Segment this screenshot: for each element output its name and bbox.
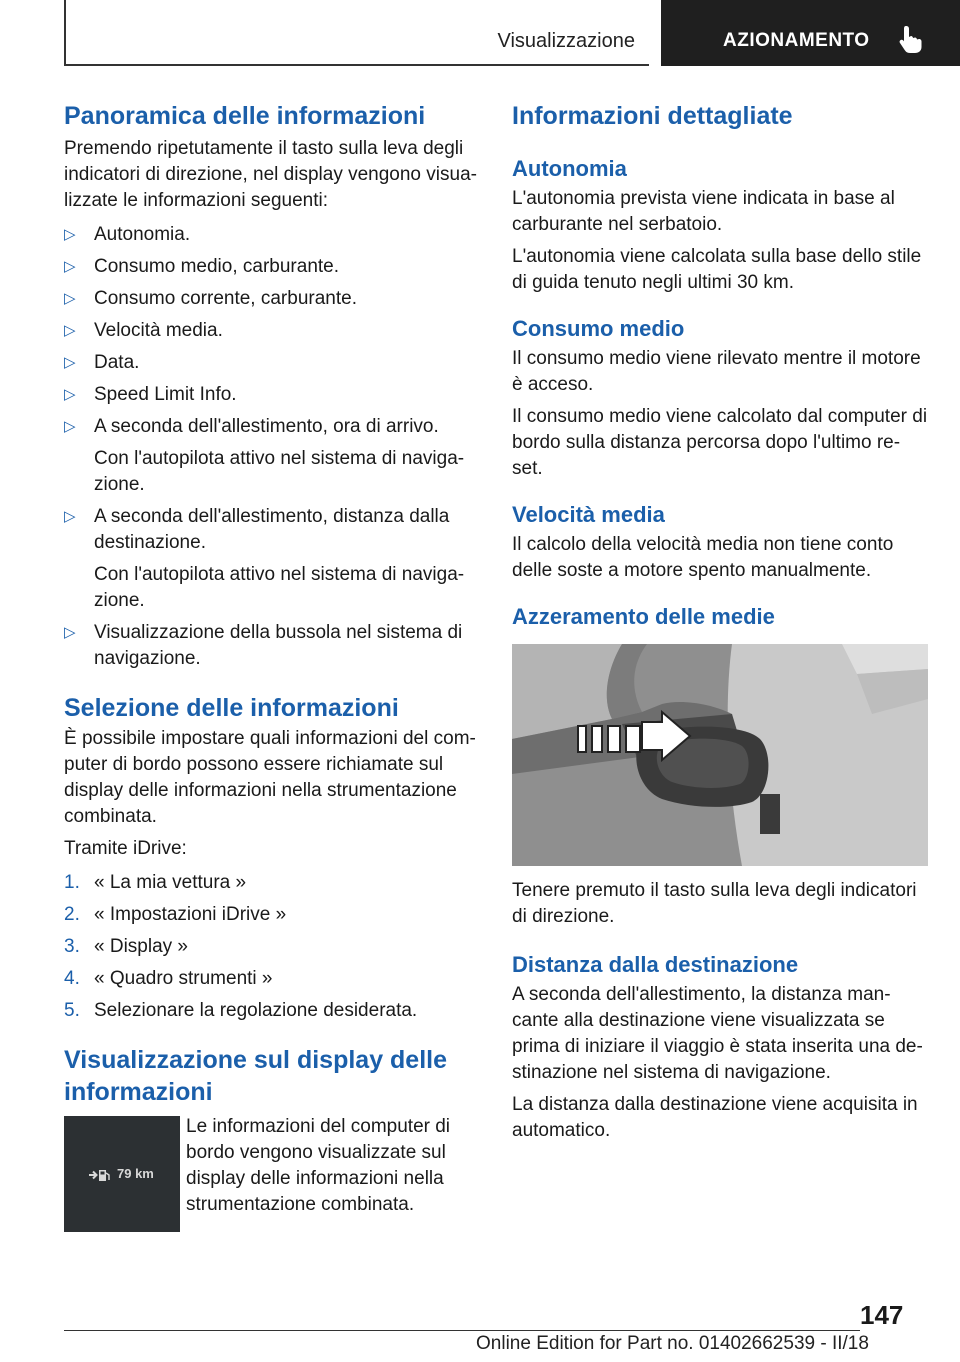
header-chapter-tab <box>661 0 960 66</box>
pointing-hand-icon <box>897 24 925 54</box>
list-item: ▷ Speed Limit Info. <box>64 382 478 408</box>
info-display-image <box>64 1116 180 1232</box>
list-item-note: Con l'autopilota attivo nel sistema di naviga-zione. <box>94 448 465 495</box>
selection-steps <box>64 870 478 1024</box>
list-item: ▷ Consumo corrente, carburante. <box>64 286 478 312</box>
header-section-title: Visualizzazione <box>497 30 635 52</box>
stalk-illustration <box>512 644 928 866</box>
list-item: ▷ Autonomia. <box>64 222 478 248</box>
list-item: ▷ Data. <box>64 350 478 376</box>
list-item: ▷ A seconda dell'allestimento, distanza dalla destinazione. Con l'autopilota attivo nel sistema di naviga-zione. <box>64 504 478 614</box>
header-left-rule <box>64 0 66 66</box>
footer-rule <box>64 1330 860 1331</box>
distanza-heading: Distanza dalla destinazione <box>512 952 799 977</box>
step-item: 5. Selezionare la regolazione desiderata. <box>64 1000 418 1021</box>
list-item: ▷ Visualizzazione della bussola nel sistema di navigazione. <box>64 622 463 669</box>
step-item: 4. « Quadro strumenti » <box>64 968 273 989</box>
chapter-tab-label: AZIONAMENTO <box>723 30 870 51</box>
azzeramento-heading: Azzeramento delle medie <box>512 604 775 629</box>
list-item: ▷ A seconda dell'allestimento, ora di arrivo. Con l'autopilota attivo nel sistema di naviga-zione. <box>64 414 478 498</box>
overview-heading: Panoramica delle informazioni <box>64 102 426 130</box>
consumo-heading: Consumo medio <box>512 316 685 341</box>
list-item-note: Con l'autopilota attivo nel sistema di naviga-zione. <box>94 564 465 611</box>
range-fuel-icon <box>88 1168 110 1182</box>
velocita-heading: Velocità media <box>512 502 665 527</box>
triangle-bullet-icon: ▷ <box>64 322 76 339</box>
step-item: 3. « Display » <box>64 936 188 957</box>
right-column <box>512 100 930 1144</box>
footer-edition: Online Edition for Part no. 01402662539 - II/18 <box>476 1333 869 1354</box>
distanza-p2: La distanza dalla destinazione viene acquisita in automatico. <box>512 1094 918 1141</box>
distanza-p1: A seconda dell'allestimento, la distanza man-cante alla destinazione viene visualizzata se prima di iniziare il viaggio è stata inserita una de-stinazione nel sistema di navigazione. <box>512 984 923 1083</box>
list-item: ▷ Velocità media. <box>64 318 478 344</box>
stalk-button-photo <box>512 644 928 866</box>
velocita-p1: Il calcolo della velocità media non tiene conto delle soste a motore spento manualmente. <box>512 534 894 581</box>
step-item: 2. « Impostazioni iDrive » <box>64 904 287 925</box>
header-bottom-rule <box>64 64 649 66</box>
selection-intro: È possibile impostare quali informazioni del com-puter di bordo possono essere richiamate sul display delle informazioni nella strumentazione combinata. <box>64 728 476 827</box>
autonomia-p2: L'autonomia viene calcolata sulla base dello stile di guida tenuto negli ultimi 30 km. <box>512 246 922 293</box>
consumo-p1: Il consumo medio viene rilevato mentre il motore è acceso. <box>512 348 921 395</box>
triangle-bullet-icon: ▷ <box>64 226 76 243</box>
triangle-bullet-icon: ▷ <box>64 624 76 641</box>
step-item: 1. « La mia vettura » <box>64 872 247 893</box>
autonomia-heading: Autonomia <box>512 156 627 181</box>
triangle-bullet-icon: ▷ <box>64 418 76 435</box>
triangle-bullet-icon: ▷ <box>64 386 76 403</box>
details-heading: Informazioni dettagliate <box>512 102 793 130</box>
display-heading: Visualizzazione sul display delle informazioni <box>64 1046 448 1106</box>
triangle-bullet-icon: ▷ <box>64 290 76 307</box>
autonomia-p1: L'autonomia prevista viene indicata in base al carburante nel serbatoio. <box>512 188 895 235</box>
selection-heading: Selezione delle informazioni <box>64 694 399 722</box>
triangle-bullet-icon: ▷ <box>64 354 76 371</box>
triangle-bullet-icon: ▷ <box>64 508 76 525</box>
display-text: Le informazioni del computer di bordo vengono visualizzate sul display delle informazioni nella strumentazione combinata. <box>186 1116 451 1215</box>
list-item: ▷ Consumo medio, carburante. <box>64 254 478 280</box>
left-column <box>64 100 478 1238</box>
triangle-bullet-icon: ▷ <box>64 258 76 275</box>
overview-list <box>64 222 478 672</box>
selection-via: Tramite iDrive: <box>64 838 187 859</box>
consumo-p2: Il consumo medio viene calcolato dal computer di bordo sulla distanza percorsa dopo l'ultimo re-set. <box>512 406 928 479</box>
range-readout: 79 km <box>117 1166 154 1181</box>
overview-intro: Premendo ripetutamente il tasto sulla leva degli indicatori di direzione, nel display vengono visua-lizzate le informazioni seguenti: <box>64 138 477 211</box>
page-number: 147 <box>860 1300 904 1330</box>
azzeramento-caption: Tenere premuto il tasto sulla leva degli indicatori di direzione. <box>512 880 917 927</box>
